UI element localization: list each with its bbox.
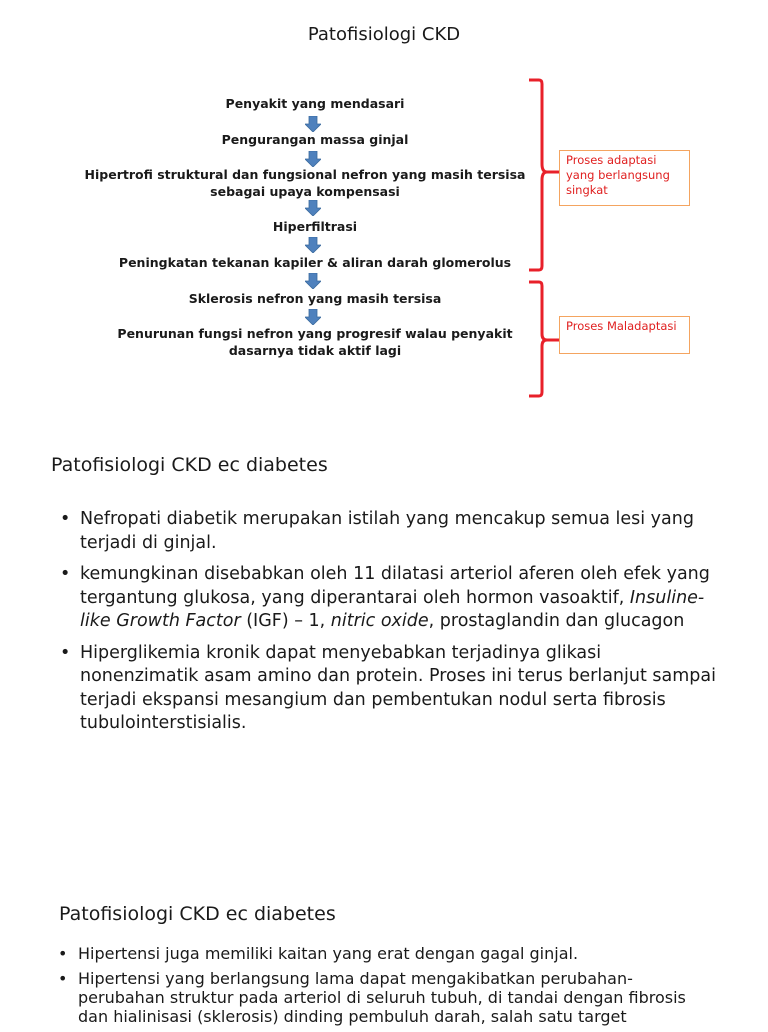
flow-step: Pengurangan massa ginjal	[221, 132, 409, 147]
note-maladaptasi: Proses Maladaptasi	[559, 316, 690, 354]
slide3-title: Patofisiologi CKD ec diabetes	[59, 903, 336, 925]
list-item: • Hipertensi yang berlangsung lama dapat mengakibatkan perubahan-perubahan struktur pada arteriol di seluruh tubuh, di tandai dengan fibrosis dan hialinisasi (sklerosis) dinding pembuluh darah, salah satu target	[56, 969, 716, 1026]
slide1-title: Patofisiologi CKD	[307, 24, 461, 45]
down-arrow-icon	[305, 309, 321, 325]
flow-step: Penyakit yang mendasari	[225, 96, 405, 111]
slide2-title: Patofisiologi CKD ec diabetes	[51, 454, 328, 476]
note-adaptasi: Proses adaptasi yang berlangsung singkat	[559, 150, 690, 206]
slide2-bullets	[58, 508, 718, 744]
down-arrow-icon	[305, 273, 321, 289]
down-arrow-icon	[305, 237, 321, 253]
flow-step: Sklerosis nefron yang masih tersisa	[188, 291, 442, 306]
flow-step: Hiperfiltrasi	[272, 219, 358, 234]
flow-step: Hipertrofi struktural dan fungsional nefron yang masih tersisa sebagai upaya kompensasi	[84, 167, 526, 199]
down-arrow-icon	[305, 116, 321, 132]
slide3-bullets	[56, 944, 716, 1032]
list-item: • Hiperglikemia kronik dapat menyebabkan terjadinya glikasi nonenzimatik asam amino dan protein. Proses ini terus berlanjut sampai terjadi ekspansi mesangium dan pembentukan nodul serta fibrosis tubulointerstisialis.	[58, 642, 718, 736]
flow-step: Peningkatan tekanan kapiler & aliran darah glomerolus	[118, 255, 512, 270]
list-item: • Nefropati diabetik merupakan istilah yang mencakup semua lesi yang terjadi di ginjal.	[58, 508, 718, 555]
down-arrow-icon	[305, 200, 321, 216]
down-arrow-icon	[305, 151, 321, 167]
list-item: • kemungkinan disebabkan oleh 11 dilatasi arteriol aferen oleh efek yang tergantung glukosa, yang diperantarai oleh hormon vasoaktif, Insuline-like Growth Factor (IGF) – 1, nitric oxide, prostaglandin dan glucagon	[58, 563, 718, 634]
flow-step: Penurunan fungsi nefron yang progresif walau penyakit dasarnya tidak aktif lagi	[117, 326, 513, 358]
list-item: • Hipertensi juga memiliki kaitan yang erat dengan gagal ginjal.	[56, 944, 716, 963]
